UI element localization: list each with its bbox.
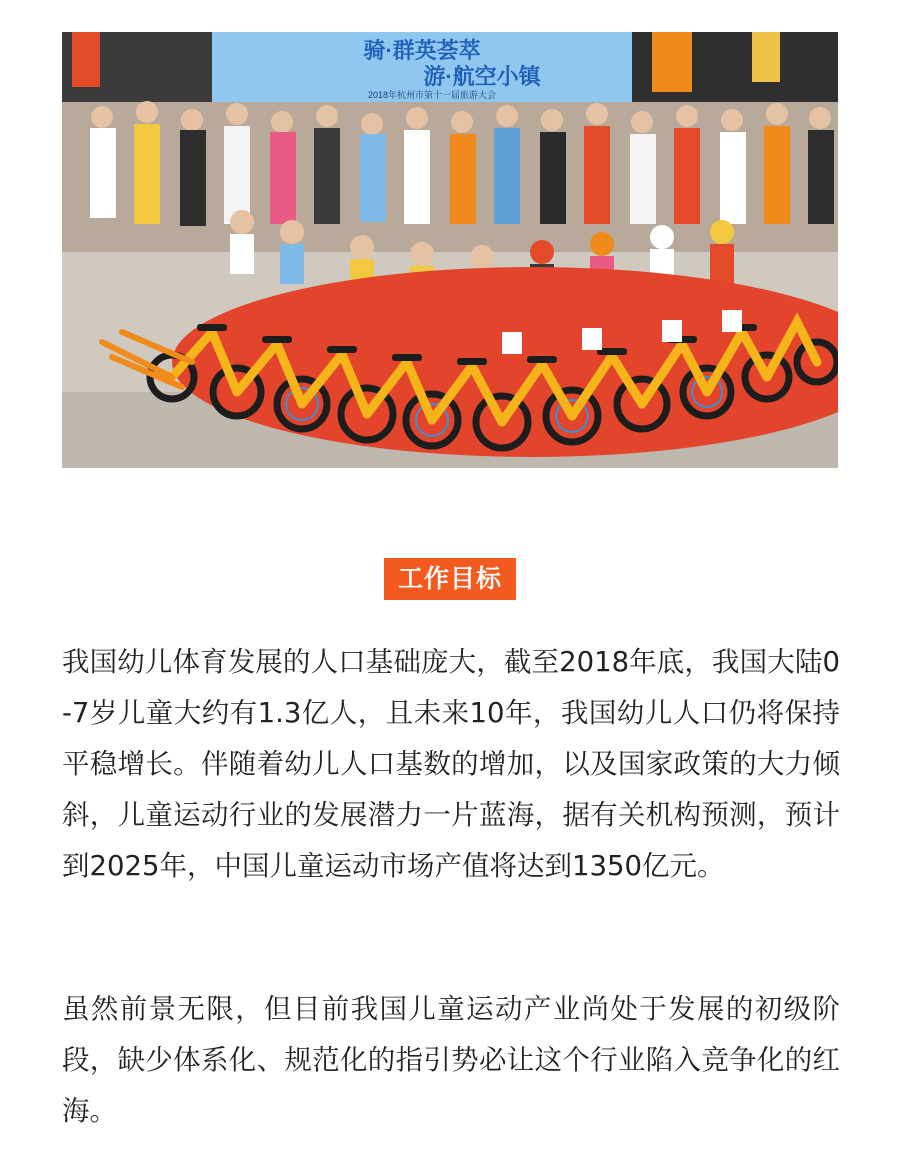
backdrop-slogan-1: 骑·群英荟萃 xyxy=(363,38,481,63)
left-flag xyxy=(72,32,100,87)
right-flag xyxy=(652,32,692,92)
event-photo-illustration xyxy=(62,32,838,468)
paragraph-work-goal-2: 虽然前景无限，但目前我国儿童运动产业尚处于发展的初级阶段，缺少体系化、规范化的指引势必让这个行业陷入竞争化的红海。 xyxy=(62,993,840,1127)
paragraph-work-goal-1: 我国幼儿体育发展的人口基础庞大，截至2018年底，我国大陆0-7岁儿童大约有1.3亿人，且未来10年，我国幼儿人口仍将保持平稳增长。伴随着幼儿人口基数的增加，以及国家政策的大力倾斜，儿童运动行业的发展潜力一片蓝海，据有关机构预测，预计到2025年，中国儿童运动市场产值将达到1350亿元。 xyxy=(62,646,840,882)
section-title: 工作目标 xyxy=(384,558,516,600)
section-title-wrap xyxy=(0,558,900,600)
backdrop-subtitle: 2018年杭州市第十一届旅游大会 xyxy=(367,90,497,100)
backdrop-slogan-2: 游·航空小镇 xyxy=(423,64,541,89)
event-photo xyxy=(62,32,838,468)
right-flag-2 xyxy=(752,32,780,82)
